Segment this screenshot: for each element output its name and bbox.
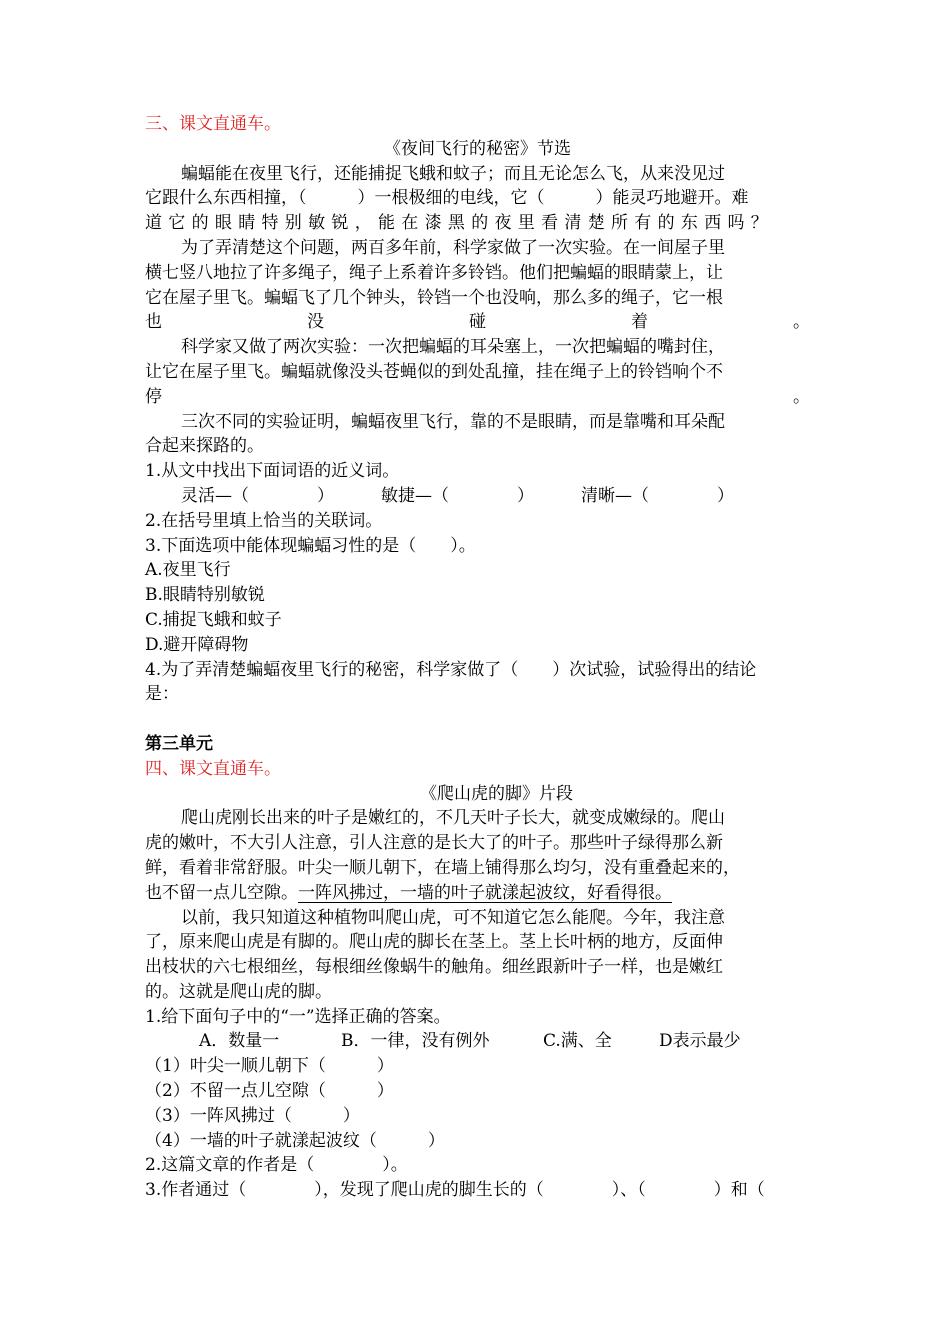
- passage-line: 以前，我只知道这种植物叫爬山虎，可不知道它怎么能爬。今年，我注意: [181, 907, 725, 928]
- q3-option: D.避开障碍物: [145, 634, 249, 655]
- passage-segment: 也不留一点儿空隙。: [145, 882, 298, 903]
- spacer: [145, 707, 810, 732]
- passage-line: 合起来探路的。: [145, 436, 264, 457]
- q1-item: （1）叶尖一顺儿朝下（ ）: [145, 1056, 394, 1077]
- passage-line-spread: [145, 310, 810, 335]
- passage-line: 道它的眼睛特别敏锐，能在漆黑的夜里看清楚所有的东西吗？: [145, 213, 775, 234]
- section-heading: 三、课文直通车。: [145, 114, 281, 134]
- q1-item: 清晰—（ ）: [581, 485, 734, 506]
- unit-heading: 第三单元: [145, 733, 213, 754]
- underlined-sentence: 一阵风拂过，一墙的叶子就漾起波纹，好看得很。: [298, 882, 672, 903]
- q1-option: D表示最少: [659, 1031, 741, 1052]
- passage-line: 科学家又做了两次实验：一次把蝙蝠的耳朵塞上，一次把蝙蝠的嘴封住，: [181, 337, 725, 358]
- q1-item: （2）不留一点儿空隙（ ）: [145, 1081, 394, 1102]
- passage-line: 的。这就是爬山虎的脚。: [145, 981, 332, 1002]
- section-heading: 四、课文直通车。: [145, 758, 281, 779]
- question-1-items: [145, 484, 810, 509]
- question-4-cont: 是：: [145, 684, 179, 705]
- question-1: 1.从文中找出下面词语的近义词。: [145, 461, 400, 482]
- q1-item: （3）一阵风拂过（ ）: [145, 1105, 360, 1126]
- passage-title: 《爬山虎的脚》片段: [420, 783, 573, 804]
- passage-line: 蝙蝠能在夜里飞行，还能捕捉飞蛾和蚊子；而且无论怎么飞，从来没见过: [181, 163, 725, 184]
- q3-option: A.夜里飞行: [145, 560, 231, 581]
- spread-char: 。: [793, 386, 810, 407]
- passage-line: 让它在屋子里飞。蝙蝠就像没头苍蝇似的到处乱撞，挂在绳子上的铃铛响个不: [145, 361, 723, 382]
- passage-title: 《夜间飞行的秘密》节选: [384, 138, 571, 159]
- q1-option: B．一律，没有例外: [341, 1031, 490, 1052]
- passage-line-spread: [145, 385, 810, 410]
- passage-line: 它在屋子里飞。蝙蝠飞了几个钟头，铃铛一个也没响，那么多的绳子，它一根: [145, 287, 723, 308]
- q3-option: C.捕捉飞蛾和蚊子: [145, 609, 282, 630]
- q3-option: B.眼睛特别敏锐: [145, 585, 265, 606]
- q1-option: A．数量一: [199, 1031, 280, 1052]
- spread-char: 没: [307, 312, 324, 333]
- question-3: 3.作者通过（ ），发现了爬山虎的脚生长的（ ）、（ ）和（: [145, 1180, 765, 1201]
- passage-line: 为了弄清楚这个问题，两百多年前，科学家做了一次实验。在一间屋子里: [181, 237, 725, 258]
- q1-option: C.满、全: [543, 1031, 612, 1052]
- passage-line: 鲜，看着非常舒服。叶尖一顺儿朝下，在墙上铺得那么均匀，没有重叠起来的，: [145, 857, 740, 878]
- passage-line: [145, 881, 810, 906]
- question-1: 1.给下面句子中的“一”选择正确的答案。: [145, 1006, 451, 1027]
- q1-item: 灵活—（ ）: [181, 485, 334, 506]
- spread-char: 停: [145, 386, 162, 407]
- question-4: 4.为了弄清楚蝙蝠夜里飞行的秘密，科学家做了（ ）次试验，试验得出的结论: [145, 659, 757, 680]
- passage-line: 了，原来爬山虎是有脚的。爬山虎的脚长在茎上。茎上长叶柄的地方，反面伸: [145, 932, 723, 953]
- passage-line: 它跟什么东西相撞，（ ）一根极细的电线，它（ ）能灵巧地避开。难: [145, 188, 749, 209]
- question-1-options: [145, 1029, 810, 1054]
- passage-line: 出枝状的六七根细丝，每根细丝像蜗牛的触角。细丝跟新叶子一样，也是嫩红: [145, 957, 723, 978]
- spread-char: 碰: [469, 312, 486, 333]
- q1-item: （4）一墙的叶子就漾起波纹（ ）: [145, 1130, 445, 1151]
- passage-line: 爬山虎刚长出来的叶子是嫩红的，不几天叶子长大，就变成嫩绿的。爬山: [181, 808, 725, 829]
- passage-line: 横七竖八地拉了许多绳子，绳子上系着许多铃铛。他们把蝙蝠的眼睛蒙上，让: [145, 262, 723, 283]
- passage-line: 虎的嫩叶，不大引人注意，引人注意的是长大了的叶子。那些叶子绿得那么新: [145, 833, 723, 854]
- question-2: 2.这篇文章的作者是（ ）。: [145, 1155, 408, 1176]
- question-3: 3.下面选项中能体现蝙蝠习性的是（ ）。: [145, 535, 476, 556]
- q1-item: 敏捷—（ ）: [381, 485, 534, 506]
- spread-char: 。: [793, 312, 810, 333]
- spread-char: 也: [145, 312, 162, 333]
- spread-char: 着: [631, 312, 648, 333]
- question-2: 2.在括号里填上恰当的关联词。: [145, 510, 383, 531]
- worksheet-page: [145, 112, 810, 1203]
- passage-line: 三次不同的实验证明，蝙蝠夜里飞行，靠的不是眼睛，而是靠嘴和耳朵配: [181, 411, 725, 432]
